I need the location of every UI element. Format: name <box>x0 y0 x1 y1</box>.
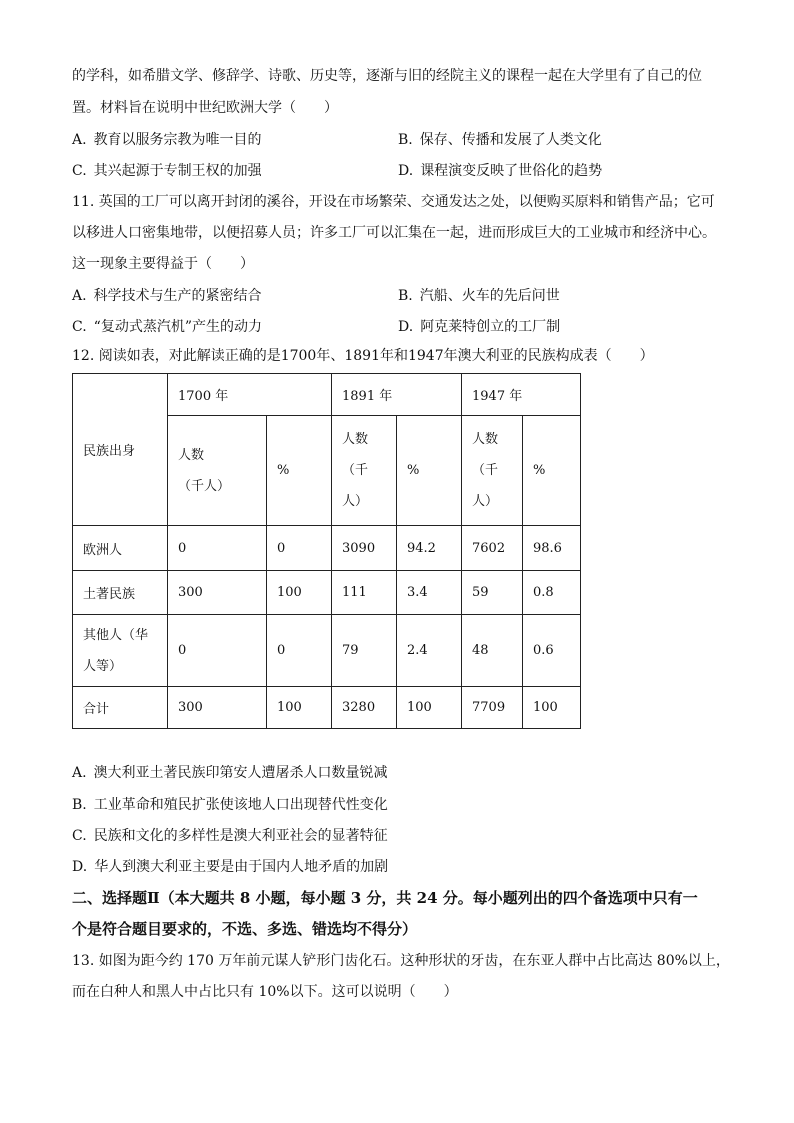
pct-header-1700: % <box>267 416 332 526</box>
q11-stem-line-2: 以移进人口密集地带，以便招募人员；许多工厂可以汇集在一起，进而形成巨大的工业城市和经济中心。 <box>72 225 716 241</box>
table-cell: 100 <box>267 571 332 615</box>
year-header-1700: 1700 年 <box>168 374 332 416</box>
table-cell: 100 <box>397 687 462 729</box>
people-header-1947: 人数 （千 人） <box>462 416 523 526</box>
q12-stem: 12. 阅读如表，对此解读正确的是1700年、1891年和1947年澳大利亚的民族构成表（ ） <box>72 348 654 364</box>
ethnic-name: 欧洲人 <box>73 526 168 571</box>
q12-option-d: D. 华人到澳大利亚主要是由于国内人地矛盾的加剧 <box>72 859 389 875</box>
q13-stem-line-1: 13. 如图为距今约 170 万年前元谋人铲形门齿化石。这种形状的牙齿，在东亚人群中占比高达 80%以上， <box>72 953 730 969</box>
q10-option-c: C. 其兴起源于专制王权的加强 <box>72 163 262 179</box>
ethnic-name: 合计 <box>73 687 168 729</box>
people-header-1891: 人数 （千 人） <box>332 416 397 526</box>
table-cell: 98.6 <box>523 526 581 571</box>
row-header: 民族出身 <box>73 374 168 526</box>
year-header-1947: 1947 年 <box>462 374 581 416</box>
q10-option-b: B. 保存、传播和发展了人类文化 <box>398 132 602 148</box>
table-row <box>73 571 581 615</box>
q11-stem-line-3: 这一现象主要得益于（ ） <box>72 256 254 272</box>
table-cell: 300 <box>168 687 267 729</box>
table-cell: 7709 <box>462 687 523 729</box>
table-row <box>73 687 581 729</box>
q12-option-c: C. 民族和文化的多样性是澳大利亚社会的显著特征 <box>72 828 388 844</box>
pct-header-1891: % <box>397 416 462 526</box>
q11-option-b: B. 汽船、火车的先后问世 <box>398 288 560 304</box>
table-cell: 0 <box>168 526 267 571</box>
table-cell: 0.8 <box>523 571 581 615</box>
table-cell: 111 <box>332 571 397 615</box>
table-cell: 79 <box>332 615 397 687</box>
table-cell: 0 <box>267 526 332 571</box>
table-row <box>73 526 581 571</box>
ethnic-name: 土著民族 <box>73 571 168 615</box>
ethnic-name: 其他人（华 人等） <box>73 615 168 687</box>
table-cell: 48 <box>462 615 523 687</box>
q11-option-a: A. 科学技术与生产的紧密结合 <box>72 288 262 304</box>
q11-option-d: D. 阿克莱特创立的工厂制 <box>398 319 561 335</box>
table-cell: 3090 <box>332 526 397 571</box>
table-cell: 94.2 <box>397 526 462 571</box>
table-cell: 2.4 <box>397 615 462 687</box>
q10-option-d: D. 课程演变反映了世俗化的趋势 <box>398 163 603 179</box>
table-cell: 3280 <box>332 687 397 729</box>
table-cell: 59 <box>462 571 523 615</box>
population-table <box>72 373 581 729</box>
q12-option-a: A. 澳大利亚土著民族印第安人遭屠杀人口数量锐减 <box>72 765 388 781</box>
q11-option-c: C. “复动式蒸汽机”产生的动力 <box>72 319 262 335</box>
table-cell: 0 <box>267 615 332 687</box>
people-header-1700: 人数 （千人） <box>168 416 267 526</box>
table-cell: 7602 <box>462 526 523 571</box>
q12-option-b: B. 工业革命和殖民扩张使该地人口出现替代性变化 <box>72 797 388 813</box>
q10-option-a: A. 教育以服务宗教为唯一目的 <box>72 132 262 148</box>
q13-stem-line-2: 而在白种人和黑人中占比只有 10%以下。这可以说明（ ） <box>72 984 458 1000</box>
section-2-heading-line-1: 二、选择题Ⅱ（本大题共 8 小题，每小题 3 分，共 24 分。每小题列出的四个备选项中只有一 <box>72 889 698 907</box>
table-cell: 3.4 <box>397 571 462 615</box>
table-cell: 100 <box>523 687 581 729</box>
table-cell: 100 <box>267 687 332 729</box>
table-cell: 300 <box>168 571 267 615</box>
year-header-1891: 1891 年 <box>332 374 462 416</box>
table-row <box>73 615 581 687</box>
q10-stem-line-1: 的学科，如希腊文学、修辞学、诗歌、历史等，逐渐与旧的经院主义的课程一起在大学里有了自己的位 <box>72 68 702 84</box>
q10-stem-line-2: 置。材料旨在说明中世纪欧洲大学（ ） <box>72 100 338 116</box>
table-cell: 0.6 <box>523 615 581 687</box>
q11-stem-line-1: 11. 英国的工厂可以离开封闭的溪谷，开设在市场繁荣、交通发达之处，以便购买原料和销售产品；它可 <box>72 194 715 210</box>
pct-header-1947: % <box>523 416 581 526</box>
section-2-heading-line-2: 个是符合题目要求的，不选、多选、错选均不得分） <box>72 920 418 938</box>
table-cell: 0 <box>168 615 267 687</box>
